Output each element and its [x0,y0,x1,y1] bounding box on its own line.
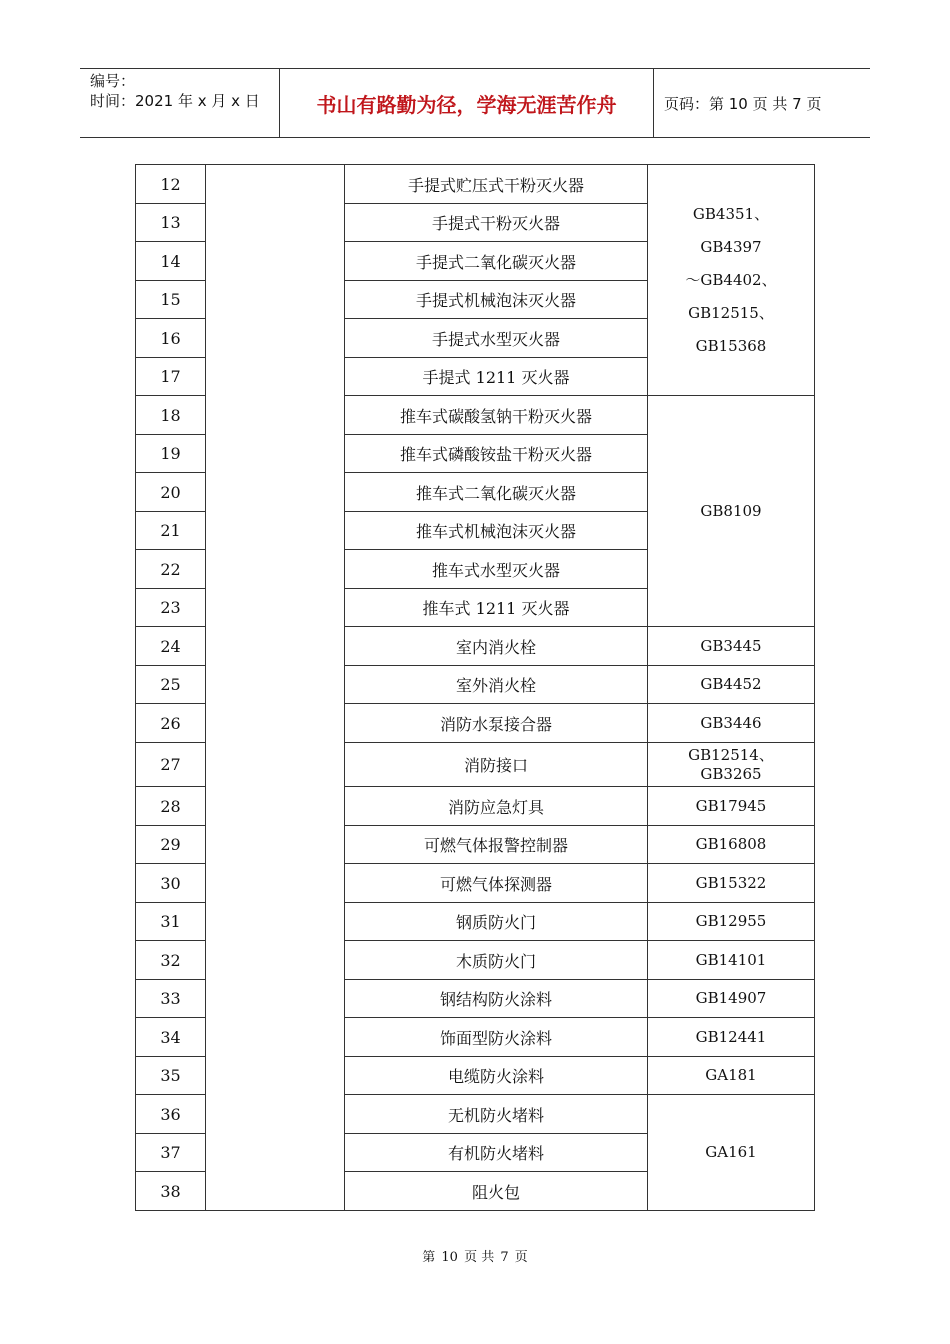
product-name: 手提式贮压式干粉灭火器 [345,165,648,204]
row-number: 38 [136,1172,206,1211]
product-name: 电缆防火涂料 [345,1057,648,1095]
row-number: 21 [136,512,206,550]
row-number: 28 [136,787,206,826]
code-label: 编号： [90,72,136,90]
standard-code: GB3265 [700,764,762,783]
row-number: 20 [136,473,206,512]
header-page-label: 页码：第 10 页 共 7 页 [664,94,822,113]
product-name: 阻火包 [345,1172,648,1211]
product-name: 有机防火堵料 [345,1134,648,1172]
standard-code: GB12955 [648,903,815,941]
standard-code: GB14101 [648,941,815,980]
row-number: 37 [136,1134,206,1172]
product-name: 消防接口 [345,743,648,787]
row-number: 17 [136,358,206,396]
footer-prefix: 第 [422,1250,436,1265]
standard-code: GB3446 [648,704,815,743]
row-number: 14 [136,242,206,281]
standard-code: GB14907 [648,980,815,1018]
product-name: 消防水泵接合器 [345,704,648,743]
product-name: 手提式机械泡沫灭火器 [345,281,648,319]
product-name: 可燃气体探测器 [345,864,648,903]
row-number: 16 [136,319,206,358]
product-name: 室内消火栓 [345,627,648,666]
standards-table [135,164,815,1211]
page-header [80,68,870,138]
row-number: 27 [136,743,206,787]
row-number: 34 [136,1018,206,1057]
standard-code: GB15322 [648,864,815,903]
footer-total-pages: 7 [500,1250,509,1265]
standard-group-1 [648,165,815,396]
product-name: 手提式水型灭火器 [345,319,648,358]
standard-code: GB15368 [695,336,767,355]
product-name: 消防应急灯具 [345,787,648,826]
standard-code: GB17945 [648,787,815,826]
standard-code: GB4452 [648,666,815,704]
product-name: 推车式 1211 灭火器 [345,589,648,627]
row-number: 25 [136,666,206,704]
row-number: 30 [136,864,206,903]
page-footer [0,1246,950,1265]
product-name: 钢质防火门 [345,903,648,941]
standard-code: GB12514、 [688,745,774,764]
footer-suffix: 页 [514,1250,528,1265]
row-number: 12 [136,165,206,204]
product-name: 推车式水型灭火器 [345,550,648,589]
standard-code: GB12515、 [688,303,774,322]
table-row [136,165,815,204]
row-number: 19 [136,435,206,473]
product-name: 钢结构防火涂料 [345,980,648,1018]
product-name: 室外消火栓 [345,666,648,704]
row-number: 26 [136,704,206,743]
product-name: 木质防火门 [345,941,648,980]
product-name: 推车式碳酸氢钠干粉灭火器 [345,396,648,435]
time-label: 时间：2021 年 x 月 x 日 [90,92,260,110]
footer-current-page: 10 [441,1250,458,1265]
product-name: 推车式二氧化碳灭火器 [345,473,648,512]
row-number: 24 [136,627,206,666]
standard-code: GB12441 [648,1018,815,1057]
standard-group-2: GB8109 [648,396,815,627]
product-name: 饰面型防火涂料 [345,1018,648,1057]
product-name: 无机防火堵料 [345,1095,648,1134]
standard-code: GB4397 [700,237,762,256]
row-number: 18 [136,396,206,435]
row-number: 33 [136,980,206,1018]
row-number: 36 [136,1095,206,1134]
footer-middle: 页 共 [464,1250,495,1265]
product-name: 推车式磷酸铵盐干粉灭火器 [345,435,648,473]
header-motto: 书山有路勤为径，学海无涯苦作舟 [280,69,654,137]
product-name: 可燃气体报警控制器 [345,826,648,864]
standard-group-3: GA161 [648,1095,815,1211]
standard-code: GB3445 [648,627,815,666]
row-number: 23 [136,589,206,627]
header-meta [80,69,280,137]
row-number: 13 [136,204,206,242]
product-name: 手提式干粉灭火器 [345,204,648,242]
product-name: 手提式二氧化碳灭火器 [345,242,648,281]
standard-code: GB16808 [648,826,815,864]
standard-code: ～GB4402、 [685,270,777,289]
row-number: 15 [136,281,206,319]
product-name: 推车式机械泡沫灭火器 [345,512,648,550]
row-number: 29 [136,826,206,864]
standard-code-pair [648,743,815,787]
row-number: 35 [136,1057,206,1095]
category-cell [206,165,345,1211]
row-number: 32 [136,941,206,980]
standard-code: GB4351、 [692,204,770,223]
standard-code: GA181 [648,1057,815,1095]
row-number: 31 [136,903,206,941]
product-name: 手提式 1211 灭火器 [345,358,648,396]
row-number: 22 [136,550,206,589]
